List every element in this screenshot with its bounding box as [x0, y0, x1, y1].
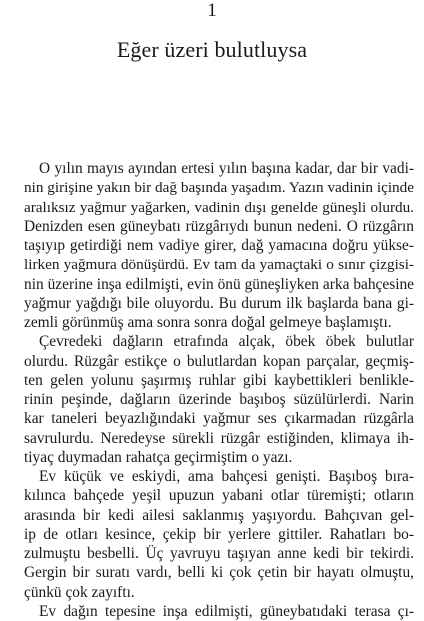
text-line: kılınca bahçede yeşil upuzun yabani otlar türemişti; otların	[24, 487, 414, 505]
text-line: rinin peşinde, dağların üzerinde başıboş süzülürlerdi. Narin	[24, 391, 414, 408]
text-line: O yılın mayıs ayından ertesi yılın başına kadar, dar bir vadi-	[39, 160, 414, 177]
text-line: Denizden esen güneybatı rüzgârıydı bunun nedeni. O rüzgârın	[24, 217, 414, 235]
text-line: olurdu. Rüzgâr estikçe o bulutlardan kopan parçalar, geçmiş-	[24, 352, 414, 370]
chapter-title: Eğer üzeri bulutluysa	[116, 37, 308, 62]
text-line: kar taneleri beyazlığındaki yağmur ses çıkarmadan rüzgârla	[24, 410, 414, 428]
text-line: lirken yağmura dönüşürdü. Ev tam da yamaçtaki o sınır çizgisi-	[24, 256, 414, 274]
text-line: Ev küçük ve eskiydi, ama bahçesi genişti. Başıboş bıra-	[39, 468, 414, 485]
text-line: nin üzerine inşa edilmişti, evin önü güneşliyken arka bahçesine	[24, 275, 414, 293]
text-line: ten gelen yolunu şaşırmış ruhlar gibi kaybettikleri benlikle-	[24, 371, 414, 389]
text-line: yağmur yağdığı bile oluyordu. Bu durum ilk başlarda bana gi-	[24, 294, 414, 312]
text-line: savrulurdu. Neredeyse sürekli rüzgâr estiğinden, klimaya ih-	[24, 429, 414, 447]
body-text	[24, 159, 414, 621]
text-line: arasında bir kedi ailesi saklanmış yaşıyordu. Bahçıvan gel-	[24, 506, 414, 524]
chapter-number: 1	[207, 0, 217, 21]
text-line: zulmuştu besbelli. Üç yavruyu taşıyan anne kedi bir tekirdi.	[24, 545, 414, 562]
text-line: taşıyıp getirdiği nem vadiye girer, dağ yamacına doğru yükse-	[24, 237, 414, 254]
text-line: nin girişine yakın bir dağ başında yaşadım. Yazın vadinin içinde	[24, 179, 414, 197]
text-line: çünkü çok zayıftı.	[24, 583, 135, 601]
text-line: Ev dağın tepesine inşa edilmişti, güneybatıdaki terasa çı-	[39, 602, 414, 620]
text-line: Çevredeki dağların etrafında alçak, öbek öbek bulutlar	[39, 333, 414, 351]
text-line: tiyaç duymadan rahatça geçirmiştim o yazı.	[24, 448, 293, 466]
text-line: aralıksız yağmur yağarken, vadinin dışı genelde güneşli olurdu.	[24, 198, 414, 216]
text-line: ip de otları kesince, çekip bir yerlere gittiler. Rahatları bo-	[24, 525, 414, 543]
text-line: zemli görünmüş ama sonra sonra doğal gelmeye başlamıştı.	[24, 314, 392, 331]
text-line: Gergin bir suratı vardı, belli ki çok çetin bir hayatı olmuştu,	[24, 564, 414, 582]
